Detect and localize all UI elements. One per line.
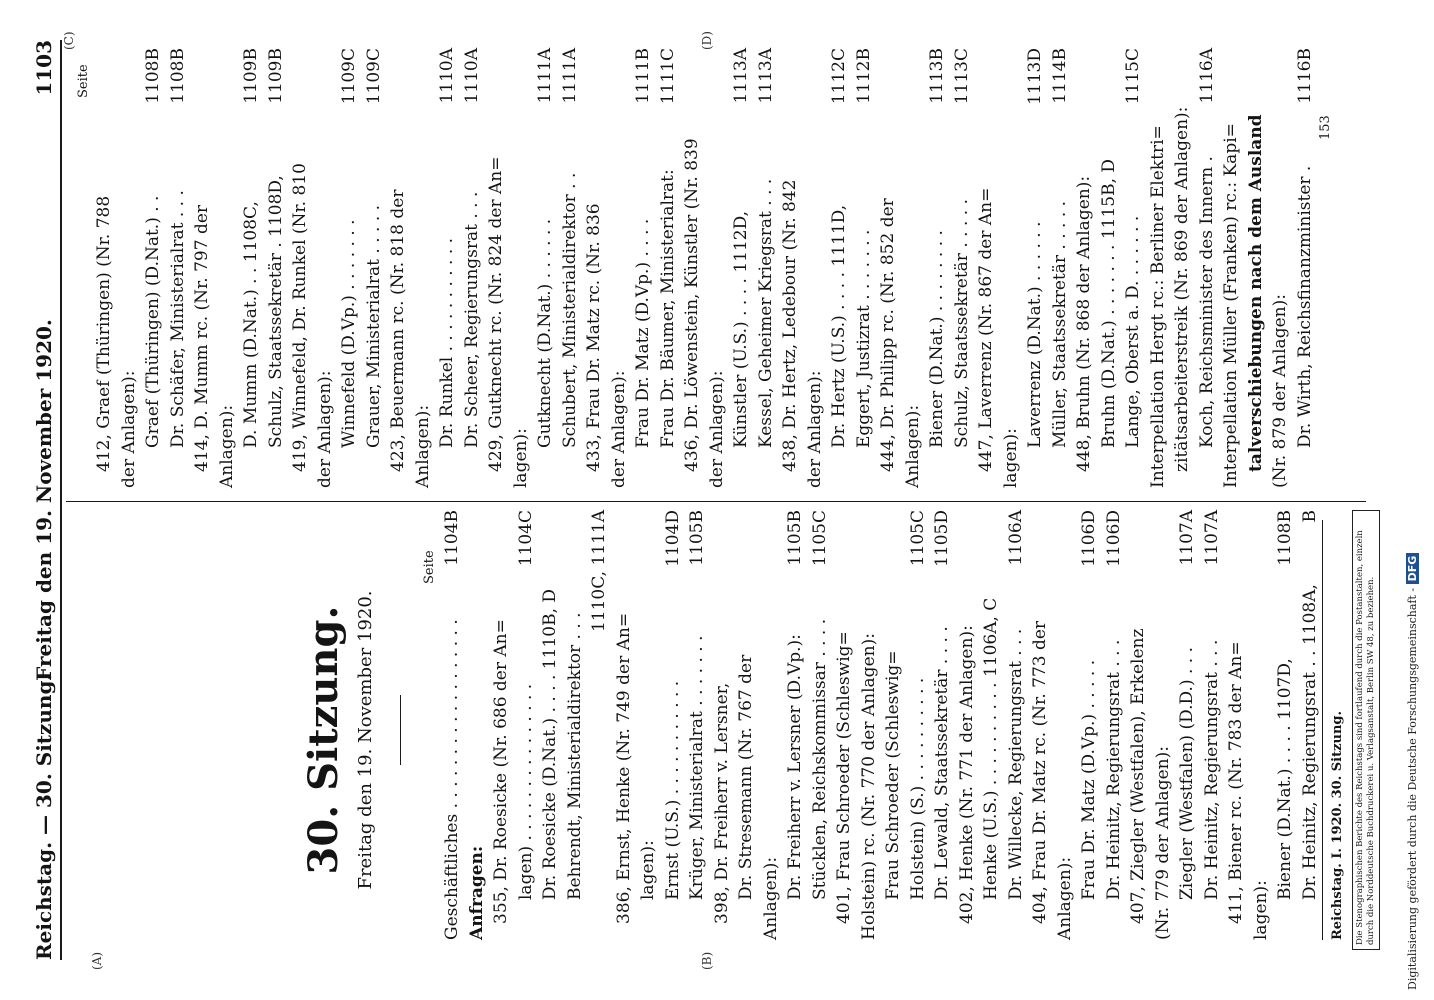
index-entry (705, 48, 730, 488)
index-entry (827, 48, 852, 488)
entry-text: Ziegler (Westfalen) (D.D.) . . . (1177, 646, 1197, 900)
seite-label-left: Seite (422, 550, 437, 584)
entry-text: Anlagen): (1054, 856, 1075, 940)
entry-text: 401, Frau Schroeder (Schleswig= (834, 631, 854, 924)
page-footer: Reichstag. I. 1920. 30. Sitzung. (1330, 710, 1345, 940)
entry-page-ref: 1110C, 1111A (589, 510, 609, 633)
index-entry (680, 48, 705, 488)
dfg-logo: DFG (1406, 553, 1419, 585)
entry-text: Dr. Hertz (U.S.) . . . . 1111D, (829, 204, 849, 448)
entry-text: der Anlagen): (118, 370, 139, 488)
entry-text: Dr. Willecke, Regierungsrat . . . (1005, 628, 1026, 900)
entry-text: Gutknecht (D.Nat.) . . . . . . (535, 218, 555, 448)
index-entry (1151, 510, 1176, 940)
entry-text: D. Mumm (D.Nat.) . . 1108C, (241, 201, 261, 448)
entry-page-ref: 1104C (515, 510, 536, 567)
index-entry (876, 48, 901, 488)
index-entry (1249, 510, 1274, 940)
entry-text: Biener (D.Nat.) . . . . . . . . (927, 230, 947, 448)
index-entry (808, 510, 833, 940)
entry-page-ref: 1108B (1275, 510, 1295, 566)
entry-text: Dr. Freiherr v. Lersner (D.Vp.): (785, 634, 805, 900)
index-entry (533, 48, 558, 488)
index-entry (465, 510, 490, 940)
entry-text: Anlagen): (902, 404, 923, 488)
index-entry (1219, 48, 1244, 488)
left-index-column (440, 510, 1322, 940)
index-entry (1048, 48, 1073, 488)
index-entry (166, 48, 191, 488)
entry-page-ref: 1106D (1103, 510, 1124, 567)
entry-text: 444, Dr. Philipp rc. (Nr. 852 der (878, 198, 898, 472)
index-entry (1121, 48, 1146, 488)
entry-text: Künstler (U.S.) . . . . 1112D, (731, 210, 751, 448)
index-entry (239, 48, 264, 488)
entry-text: Dr. Heinitz, Regierungsrat . . 1108A, (1299, 584, 1320, 900)
index-entry (734, 510, 759, 940)
entry-text: Behrendt, Ministerialdirektor . . . (564, 612, 585, 900)
entry-page-ref: 1115C (1123, 48, 1143, 105)
index-entry (901, 48, 926, 488)
index-entry (729, 48, 754, 488)
entry-page-ref: 1112B (853, 48, 874, 104)
entry-text: Stücklen, Reichskommissar . . . . (809, 618, 830, 900)
entry-page-ref: 1111A (535, 48, 555, 104)
entry-text: Dr. Heinitz, Regierungsrat . . . (1103, 639, 1124, 900)
entry-text: Holstein) rc. (Nr. 770 der Anlagen): (858, 633, 879, 940)
entry-page-ref: 1105C (809, 510, 830, 567)
entry-text: talverschiebungen nach dem Ausland (1245, 114, 1266, 472)
index-entry (558, 48, 583, 488)
entry-text: lagen): (1000, 428, 1021, 488)
entry-text: (Nr. 779 der Anlagen): (1152, 746, 1173, 940)
index-entry (1175, 510, 1200, 940)
entry-text: Frau Dr. Bäumer, Ministerialrat: (657, 169, 678, 448)
index-entry (881, 510, 906, 940)
index-entry (979, 510, 1004, 940)
index-entry (509, 48, 534, 488)
entry-text: Schulz, Staatssekretär . 1108D, (265, 175, 286, 448)
index-entry (955, 510, 980, 940)
entry-text: Anlagen): (760, 856, 781, 940)
entry-page-ref: 1110A (437, 48, 457, 104)
entry-text: Dr. Scheer, Regierungsrat . . . (461, 191, 482, 448)
entry-page-ref: 1110A (461, 48, 482, 104)
index-entry (1224, 510, 1249, 940)
index-entry (489, 510, 514, 940)
index-entry (857, 510, 882, 940)
index-entry (906, 510, 931, 940)
index-entry (440, 510, 465, 940)
entry-text: (Nr. 879 der Anlagen): (1270, 294, 1290, 488)
footer-rule (1322, 520, 1323, 940)
entry-text: Geschäftliches . . . . . . . . . . . . . . . . . . (442, 619, 462, 940)
entry-text: Krüger, Ministerialrat . . . . . . . (687, 635, 707, 900)
entry-text: zitätsarbeiterstreik (Nr. 869 der Anlagen): (1172, 106, 1192, 472)
index-entry (411, 48, 436, 488)
entry-text: 411, Biener rc. (Nr. 783 der An= (1226, 641, 1246, 924)
entry-text: 448, Bruhn (Nr. 868 der Anlagen): (1074, 175, 1094, 472)
index-entry (1072, 48, 1097, 488)
entry-page-ref: 1113C (951, 48, 972, 105)
entry-text: Dr. Schäfer, Ministerialrat . . . (167, 190, 188, 448)
index-entry (1097, 48, 1122, 488)
entry-text: Anlagen): (216, 404, 237, 488)
entry-text: 412, Graef (Thüringen) (Nr. 788 (94, 195, 114, 472)
index-entry (754, 48, 779, 488)
index-entry (264, 48, 289, 488)
entry-text: Anlagen): (412, 404, 433, 488)
entry-text: Dr. Lewald, Staatssekretär . . . . (932, 626, 952, 900)
index-entry (117, 48, 142, 488)
entry-text: 386, Ernst, Henke (Nr. 749 der An= (613, 612, 634, 924)
index-entry (288, 48, 313, 488)
entry-text: Graef (Thüringen) (D.Nat.) . . (143, 195, 163, 448)
entry-text: Dr. Heinitz, Regierungsrat . . . (1201, 639, 1222, 900)
entry-page-ref: 1106D (1079, 510, 1099, 567)
entry-page-ref: 1112C (829, 48, 849, 105)
entry-text: Müller, Staatssekretär . . . . . (1049, 200, 1070, 448)
index-entry (832, 510, 857, 940)
column-divider (66, 501, 1366, 502)
entry-page-ref: 1111B (633, 48, 653, 104)
index-entry (783, 510, 808, 940)
entry-text: Schulz, Staatssekretär . . . . . (951, 199, 972, 448)
entry-text: 355, Dr. Roesicke (Nr. 686 der An= (491, 619, 511, 924)
entry-text: 423, Beuermann rc. (Nr. 818 der (388, 189, 408, 472)
index-entry (141, 48, 166, 488)
entry-page-ref: 1113A (755, 48, 776, 104)
entry-page-ref: 1111A (559, 48, 580, 104)
index-entry (538, 510, 563, 940)
index-entry (1028, 510, 1053, 940)
seite-label-right: Seite (76, 64, 91, 98)
entry-text: der Anlagen): (706, 370, 727, 488)
entry-page-ref: 1104D (662, 510, 683, 567)
index-entry (1053, 510, 1078, 940)
page-number: 1103 (32, 40, 56, 96)
entry-text: lagen): (510, 428, 531, 488)
index-entry (925, 48, 950, 488)
entry-page-ref: B (1299, 510, 1320, 523)
entry-page-ref: 1107A (1177, 510, 1197, 566)
marker-a: (A) (90, 951, 104, 970)
entry-text: Frau Dr. Matz (D.Vp.) . . . . (633, 218, 653, 448)
entry-text: Eggert, Justizrat . . . . . . . (853, 229, 874, 448)
entry-text: Ernst (U.S.) . . . . . . . . . . . (662, 680, 683, 900)
entry-page-ref: 1109C (363, 48, 384, 105)
index-entry (215, 48, 240, 488)
index-entry (950, 48, 975, 488)
entry-text: Dr. Wirth, Reichsfinanzminister . (1294, 165, 1315, 448)
entry-text: 419, Winnefeld, Dr. Runkel (Nr. 810 (290, 163, 310, 472)
entry-page-ref: 1108B (143, 48, 163, 104)
entry-text: Grauer, Ministerialrat . . . . . (363, 204, 384, 448)
signature-mark: 153 (1318, 115, 1333, 140)
entry-text: Schubert, Ministerialdirektor . . (559, 172, 580, 448)
entry-text: Dr. Runkel . . . . . . . . . . . (437, 237, 457, 448)
entry-text: Dr. Roesicke (D.Nat.) . . . . 1110B, D (540, 588, 560, 900)
index-entry (1293, 48, 1318, 488)
entry-page-ref: 1116A (1196, 48, 1217, 104)
entry-text: 407, Ziegler (Westfalen), Erkelenz (1128, 628, 1148, 924)
index-entry (661, 510, 686, 940)
index-entry (1200, 510, 1225, 940)
marker-c: (C) (62, 31, 76, 50)
marker-d: (D) (700, 31, 714, 50)
entry-text: Winnefeld (D.Vp.) . . . . . . . (339, 219, 359, 448)
entry-text: Bruhn (D.Nat.) . . . . . . . 1115B, D (1098, 158, 1119, 448)
index-entry (1298, 510, 1323, 940)
marker-b: (B) (700, 951, 714, 970)
index-entry (1004, 510, 1029, 940)
index-entry (190, 48, 215, 488)
index-entry (582, 48, 607, 488)
index-entry (313, 48, 338, 488)
entry-text: der Anlagen): (804, 370, 825, 488)
entry-text: lagen): (638, 840, 658, 900)
index-entry (1077, 510, 1102, 940)
entry-page-ref: 1107A (1201, 510, 1222, 566)
entry-text: der Anlagen): (608, 370, 629, 488)
entry-text: Holstein) (S.) . . . . . . . . . . (907, 677, 928, 900)
entry-text: 402, Henke (Nr. 771 der Anlagen): (956, 625, 977, 924)
header-left: Reichstag. — 30. Sitzung. (32, 673, 56, 960)
entry-text: 433, Frau Dr. Matz rc. (Nr. 836 (584, 203, 604, 472)
index-entry (710, 510, 735, 940)
entry-text: Koch, Reichsminister des Innern . (1196, 156, 1217, 448)
entry-text: der Anlagen): (314, 370, 335, 488)
entry-text: Kessel, Geheimer Kriegsrat . . . (755, 178, 776, 448)
entry-text: Frau Dr. Matz (D.Vp.) . . . . . (1079, 659, 1099, 900)
entry-text: Anfragen: (466, 845, 487, 940)
index-entry (759, 510, 784, 940)
header-center: Freitag den 19. November 1920. (32, 319, 56, 681)
entry-text: lagen) . . . . . . . . . . . . . . . (515, 683, 536, 900)
index-entry (484, 48, 509, 488)
index-entry (930, 510, 955, 940)
entry-page-ref: 1105D (932, 510, 952, 567)
entry-page-ref: 1109B (241, 48, 261, 104)
index-entry (612, 510, 637, 940)
index-entry (636, 510, 661, 940)
entry-text: 447, Laverrenz (Nr. 867 der An= (976, 187, 996, 472)
index-entry (1244, 48, 1269, 488)
entry-page-ref: 1104B (442, 510, 462, 566)
entry-text: Dr. Stresemann (Nr. 767 der (736, 654, 756, 900)
index-entry (460, 48, 485, 488)
entry-text: 438, Dr. Hertz, Ledebour (Nr. 842 (780, 179, 800, 472)
index-entry (974, 48, 999, 488)
index-entry (852, 48, 877, 488)
index-entry (362, 48, 387, 488)
index-entry (92, 48, 117, 488)
entry-text: Laverrenz (D.Nat.) . . . . . . (1025, 221, 1045, 448)
entry-page-ref: 1113A (731, 48, 751, 104)
entry-page-ref: 1111C (657, 48, 678, 105)
index-entry (386, 48, 411, 488)
header-rule (60, 40, 62, 960)
index-entry (587, 510, 612, 940)
entry-page-ref: 1109C (339, 48, 359, 105)
entry-text: 398, Dr. Freiherr v. Lersner, (711, 682, 732, 924)
index-entry (1146, 48, 1171, 488)
index-entry (435, 48, 460, 488)
entry-text: 436, Dr. Löwenstein, Künstler (Nr. 839 (682, 138, 702, 472)
entry-page-ref: 1108B (167, 48, 188, 104)
entry-page-ref: 1105C (907, 510, 928, 567)
index-entry (631, 48, 656, 488)
index-entry (1195, 48, 1220, 488)
index-entry (803, 48, 828, 488)
digitization-credit (1398, 0, 1434, 1000)
index-entry (685, 510, 710, 940)
index-entry (656, 48, 681, 488)
entry-text: Lange, Oberst a. D. . . . . . . (1123, 215, 1143, 448)
entry-page-ref: 1106A (1005, 510, 1026, 566)
index-entry (514, 510, 539, 940)
right-index-column (92, 48, 1317, 488)
entry-page-ref: 1114B (1049, 48, 1070, 104)
entry-text: Interpellation Müller (Franken) rc.: Kapi= (1221, 123, 1241, 488)
entry-page-ref: 1116B (1294, 48, 1315, 104)
index-entry (1273, 510, 1298, 940)
entry-text: Biener (D.Nat.) . . . . 1107D, (1275, 658, 1295, 900)
title-rule (400, 695, 401, 765)
index-entry (1170, 48, 1195, 488)
index-entry (1023, 48, 1048, 488)
index-entry (1102, 510, 1127, 940)
index-entry (607, 48, 632, 488)
index-entry (563, 510, 588, 940)
index-entry (337, 48, 362, 488)
entry-text: 429, Gutknecht rc. (Nr. 824 der An= (486, 156, 506, 472)
index-entry (1126, 510, 1151, 940)
entry-text: Interpellation Hergt rc.: Berliner Elektri= (1147, 125, 1168, 488)
entry-page-ref: 1113D (1025, 48, 1045, 105)
session-date: Freitag den 19. November 1920. (355, 590, 376, 890)
publication-notice: Die Stenographischen Berichte des Reichstags sind fortlaufend durch die Postanstalten, einzeln durch die Norddeutsche Buchdruckerei u. Verlagsanstalt, Berlin SW 48, zu beziehen. (1352, 510, 1380, 950)
entry-text: Frau Schroeder (Schleswig= (883, 650, 903, 900)
entry-page-ref: 1105B (785, 510, 805, 566)
entry-page-ref: 1105B (687, 510, 707, 566)
entry-page-ref: 1109B (265, 48, 286, 104)
entry-text: lagen): (1250, 880, 1271, 940)
index-entry (1268, 48, 1293, 488)
entry-text: Henke (U.S.) . . . . . . . . . . 1106A, C (981, 597, 1001, 900)
page-header (24, 40, 64, 960)
entry-text: 414, D. Mumm rc. (Nr. 797 der (192, 204, 212, 472)
index-entry (778, 48, 803, 488)
entry-text: 404, Frau Dr. Matz rc. (Nr. 773 der (1030, 620, 1050, 924)
session-title: 30. Sitzung. (300, 605, 347, 875)
digitization-text: Digitalisierung gefördert durch die Deutsche Forschungsgemeinschaft - (1406, 587, 1419, 990)
entry-page-ref: 1113B (927, 48, 947, 104)
index-entry (999, 48, 1024, 488)
